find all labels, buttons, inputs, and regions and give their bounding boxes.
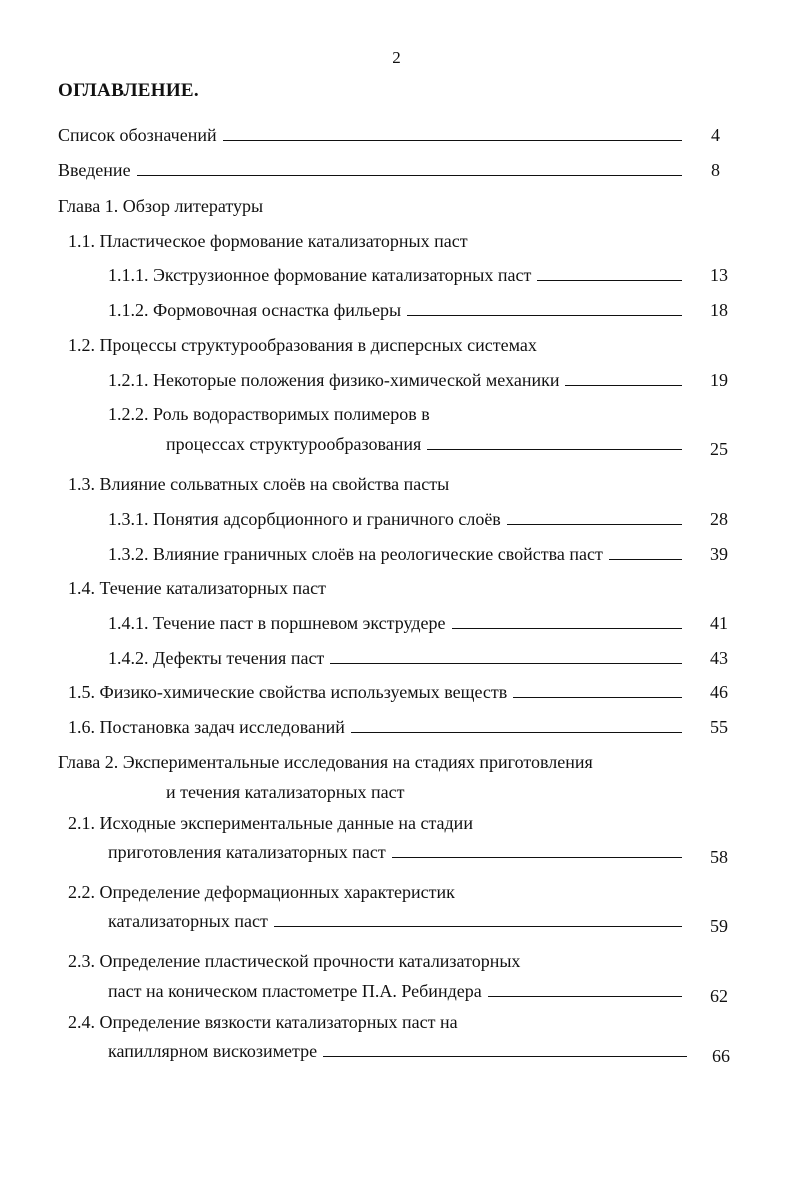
toc-entry-text-continued: и течения катализаторных паст bbox=[166, 782, 405, 802]
toc-entry-1-2[interactable] bbox=[68, 334, 537, 356]
dot-leader bbox=[507, 524, 682, 525]
toc-entry-1-2-2-cont[interactable] bbox=[166, 433, 688, 455]
toc-entry-page: 25 bbox=[710, 439, 728, 459]
dot-leader bbox=[407, 315, 682, 316]
toc-entry-introduction[interactable] bbox=[58, 159, 688, 181]
dot-leader bbox=[513, 697, 682, 698]
toc-entry-page: 62 bbox=[710, 986, 728, 1006]
toc-entry-page: 13 bbox=[710, 265, 728, 285]
dot-leader bbox=[565, 385, 682, 386]
toc-entry-page: 19 bbox=[710, 370, 728, 390]
toc-entry-chapter-1[interactable] bbox=[58, 195, 263, 217]
toc-entry-page: 66 bbox=[712, 1046, 730, 1066]
toc-title: ОГЛАВЛЕНИЕ. bbox=[58, 80, 199, 101]
dot-leader bbox=[392, 857, 682, 858]
toc-entry-page: 59 bbox=[710, 916, 728, 936]
toc-entry-list-of-symbols[interactable] bbox=[58, 124, 688, 146]
toc-entry-text: 1.5. Физико-химические свойства используемых веществ bbox=[68, 682, 508, 702]
toc-entry-text-continued: приготовления катализаторных паст bbox=[108, 842, 386, 862]
dot-leader bbox=[537, 280, 682, 281]
toc-entry-2-1-cont[interactable] bbox=[108, 841, 688, 863]
dot-leader bbox=[223, 140, 682, 141]
toc-entry-text: Глава 2. Экспериментальные исследования на стадиях приготовления bbox=[58, 752, 593, 772]
dot-leader bbox=[137, 175, 682, 176]
toc-entry-text: 1.1. Пластическое формование катализаторных паст bbox=[68, 231, 468, 251]
toc-entry-page: 39 bbox=[710, 544, 728, 564]
toc-entry-text: 1.4. Течение катализаторных паст bbox=[68, 578, 326, 598]
toc-entry-chapter-2[interactable] bbox=[58, 751, 593, 773]
dot-leader bbox=[488, 996, 682, 997]
toc-entry-1-3-1[interactable] bbox=[108, 508, 688, 530]
toc-entry-text: Список обозначений bbox=[58, 125, 217, 145]
toc-entry-page: 41 bbox=[710, 613, 728, 633]
toc-entry-text: 1.4.1. Течение паст в поршневом экструдере bbox=[108, 613, 446, 633]
toc-entry-page: 58 bbox=[710, 847, 728, 867]
toc-entry-page: 8 bbox=[711, 160, 720, 180]
toc-entry-page: 43 bbox=[710, 648, 728, 668]
toc-entry-page: 28 bbox=[710, 509, 728, 529]
toc-entry-text: 1.2.2. Роль водорастворимых полимеров в bbox=[108, 404, 430, 424]
toc-entry-1-4-2[interactable] bbox=[108, 647, 688, 669]
toc-entry-2-4-cont[interactable] bbox=[108, 1040, 693, 1062]
toc-entry-text-continued: катализаторных паст bbox=[108, 911, 268, 931]
toc-entry-1-6[interactable] bbox=[68, 716, 688, 738]
toc-entry-text: Введение bbox=[58, 160, 131, 180]
toc-entry-text: 2.1. Исходные экспериментальные данные на стадии bbox=[68, 813, 473, 833]
toc-entry-2-2[interactable] bbox=[68, 881, 455, 903]
toc-entry-page: 55 bbox=[710, 717, 728, 737]
toc-entry-text-continued: процессах структурообразования bbox=[166, 434, 422, 454]
toc-entry-2-1[interactable] bbox=[68, 812, 473, 834]
dot-leader bbox=[609, 559, 682, 560]
toc-entry-text-continued: капиллярном вискозиметре bbox=[108, 1041, 318, 1061]
toc-entry-text: 2.4. Определение вязкости катализаторных паст на bbox=[68, 1012, 458, 1032]
toc-entry-text: 1.3.2. Влияние граничных слоёв на реологические свойства паст bbox=[108, 544, 603, 564]
dot-leader bbox=[452, 628, 682, 629]
toc-entry-1-2-1[interactable] bbox=[108, 369, 688, 391]
toc-entry-1-3-2[interactable] bbox=[108, 543, 688, 565]
toc-entry-2-4[interactable] bbox=[68, 1011, 458, 1033]
toc-entry-text: 1.3.1. Понятия адсорбционного и граничного слоёв bbox=[108, 509, 501, 529]
toc-entry-2-3[interactable] bbox=[68, 950, 520, 972]
toc-entry-1-3[interactable] bbox=[68, 473, 449, 495]
toc-entry-1-2-2[interactable] bbox=[108, 403, 688, 425]
toc-entry-1-4-1[interactable] bbox=[108, 612, 688, 634]
toc-entry-1-1-2[interactable] bbox=[108, 299, 688, 321]
toc-entry-text: 2.2. Определение деформационных характеристик bbox=[68, 882, 455, 902]
toc-entry-page: 18 bbox=[710, 300, 728, 320]
toc-entry-text: 1.4.2. Дефекты течения паст bbox=[108, 648, 325, 668]
dot-leader bbox=[330, 663, 682, 664]
toc-entry-page: 46 bbox=[710, 682, 728, 702]
page-number: 2 bbox=[392, 48, 401, 67]
toc-entry-2-3-cont[interactable] bbox=[108, 980, 688, 1002]
dot-leader bbox=[351, 732, 682, 733]
toc-entry-chapter-2-cont[interactable] bbox=[166, 781, 404, 803]
toc-entry-text: 1.2.1. Некоторые положения физико-химической механики bbox=[108, 370, 560, 390]
toc-entry-page: 4 bbox=[711, 125, 720, 145]
dot-leader bbox=[323, 1056, 687, 1057]
toc-entry-text: 1.1.2. Формовочная оснастка фильеры bbox=[108, 300, 402, 320]
dot-leader bbox=[274, 926, 682, 927]
toc-entry-text: 1.1.1. Экструзионное формование катализаторных паст bbox=[108, 265, 532, 285]
toc-entry-1-1-1[interactable] bbox=[108, 264, 688, 286]
toc-entry-text: 2.3. Определение пластической прочности катализаторных bbox=[68, 951, 521, 971]
toc-entry-text: 1.6. Постановка задач исследований bbox=[68, 717, 345, 737]
dot-leader bbox=[427, 449, 682, 450]
toc-entry-2-2-cont[interactable] bbox=[108, 910, 688, 932]
toc-entry-text: 1.3. Влияние сольватных слоёв на свойства пасты bbox=[68, 474, 450, 494]
toc-entry-text: 1.2. Процессы структурообразования в дисперсных системах bbox=[68, 335, 537, 355]
toc-entry-1-5[interactable] bbox=[68, 681, 688, 703]
toc-entry-text-continued: паст на коническом пластометре П.А. Ребиндера bbox=[108, 981, 482, 1001]
toc-entry-text: Глава 1. Обзор литературы bbox=[58, 196, 264, 216]
toc-entry-1-1[interactable] bbox=[68, 230, 468, 252]
toc-entry-1-4[interactable] bbox=[68, 577, 326, 599]
